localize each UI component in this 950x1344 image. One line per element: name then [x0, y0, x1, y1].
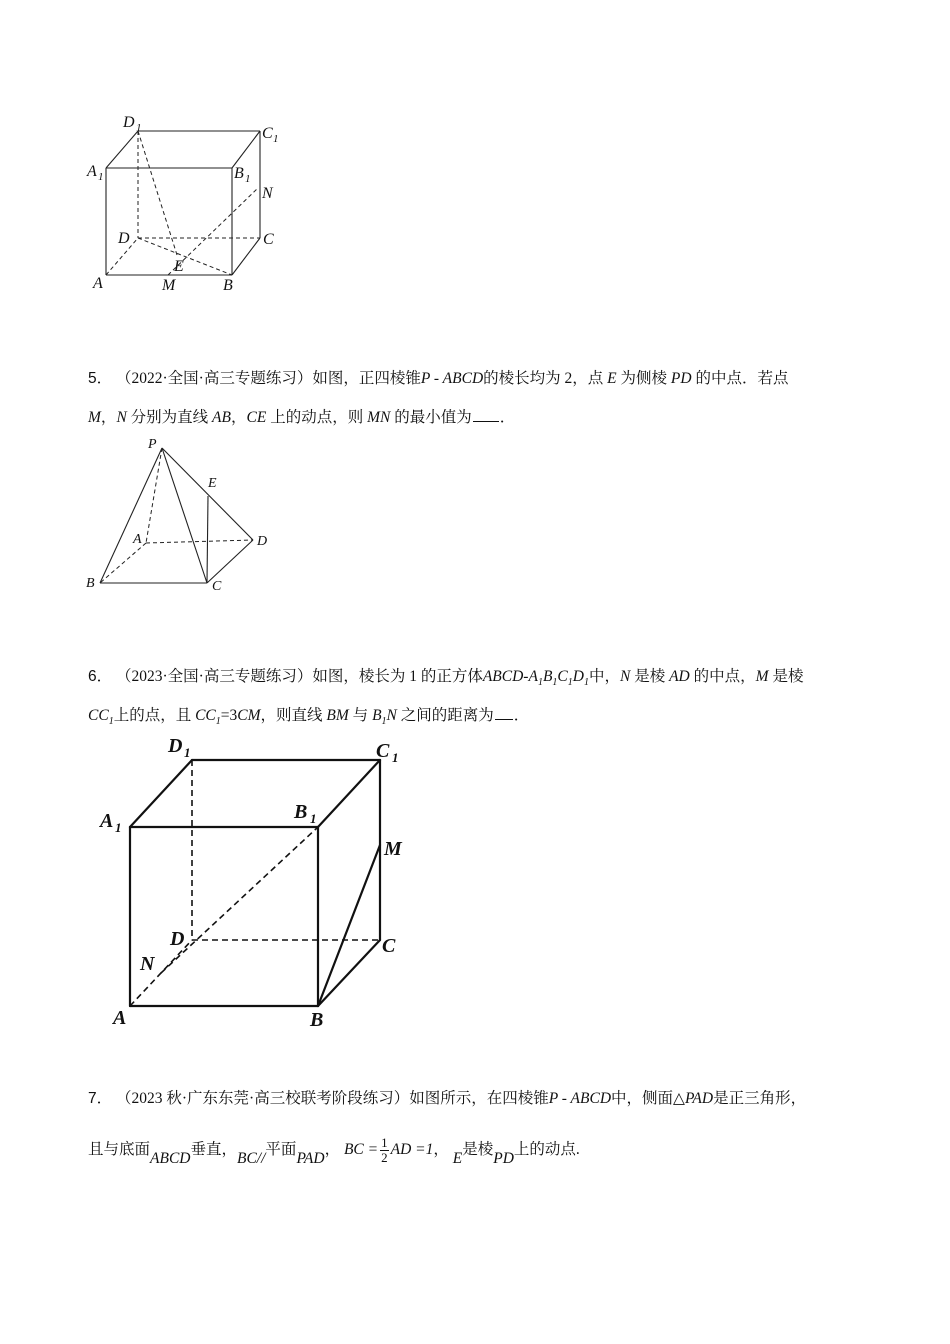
q5-source: （2022·全国·高三专题练习） — [116, 370, 313, 387]
q5-fig-label-e: E — [208, 476, 217, 491]
q6-fig-label-b: B — [310, 1009, 324, 1031]
q6-text-b: 中， — [588, 668, 620, 685]
q5-pyramid: P - ABCD — [420, 370, 484, 387]
q6-fig-label-b1-sub: 1 — [310, 811, 317, 826]
q5-number: 5． — [88, 370, 113, 387]
fig1-label-n: N — [262, 185, 273, 202]
q5-text-d: 的中点．若点 — [695, 370, 789, 387]
q7-comma: ， — [324, 1141, 341, 1159]
q7-text-a: 如图所示，在四棱锥 — [409, 1090, 549, 1107]
q6-cube-c: C — [557, 668, 568, 685]
q6-sub4: 1 — [583, 677, 589, 689]
q6-text-e: 是棱 — [772, 668, 804, 685]
q6-text-a: 如图，棱长为 1 的正方体 — [312, 668, 483, 685]
q5-text-g: 的最小值为 — [394, 409, 472, 426]
q5-fig-label-c: C — [212, 579, 222, 594]
q5-text-a: 如图，正四棱锥 — [312, 370, 421, 387]
q6-b1n-b: B — [372, 707, 382, 724]
q6-fig-label-a1: A — [100, 810, 114, 832]
q6-fig-label-m: M — [384, 838, 402, 860]
q6-m: M — [755, 668, 769, 685]
fig1-label-b1: B — [234, 165, 244, 182]
q7-triangle: △PAD — [673, 1090, 714, 1107]
q5-text-b: 的棱长均为 2，点 — [483, 370, 604, 387]
fig1-label-m: M — [162, 277, 176, 294]
q7-line2-d: 是棱 — [462, 1141, 494, 1159]
q6-sub5: 1 — [108, 716, 114, 728]
q6-fig-label-b1: B — [294, 801, 308, 823]
q6-sub2: 1 — [552, 677, 558, 689]
q6-text-i: 之间的距离为 — [400, 707, 494, 724]
q6-cc: CC — [88, 707, 109, 724]
q6-fig-label-n: N — [140, 953, 155, 975]
fig1-label-a1: A — [87, 163, 97, 180]
q7-pd: PD — [493, 1150, 514, 1168]
fig1-label-c: C — [263, 231, 274, 248]
q7-text-b: 中，侧面 — [611, 1090, 674, 1107]
q7-comma2: ， — [433, 1141, 449, 1159]
q6-text-d: 的中点， — [693, 668, 756, 685]
q7-abcd: ABCD — [150, 1150, 191, 1168]
q6-bm: BM — [326, 707, 349, 724]
q5-mn: MN — [367, 409, 391, 426]
q6-fig-label-a: A — [113, 1007, 127, 1029]
q5-end: ． — [499, 409, 516, 426]
q6-cm: CM — [237, 707, 261, 724]
q5-n: N — [116, 409, 127, 426]
q6-sub7: 1 — [381, 716, 387, 728]
q5-comma2: ， — [230, 409, 247, 426]
fig1-label-d1-sub: 1 — [136, 122, 142, 134]
q6-text-c: 是棱 — [634, 668, 666, 685]
q7-e: E — [452, 1150, 463, 1168]
q7-half-fraction — [380, 1136, 389, 1165]
fig1-label-c1-sub: 1 — [273, 133, 279, 145]
q7-pyramid: P - ABCD — [548, 1090, 612, 1107]
q6-eq: =3 — [220, 707, 238, 724]
q7-number: 7． — [88, 1090, 113, 1107]
q5-pd: PD — [670, 370, 692, 387]
q5-ce: CE — [246, 409, 267, 426]
q6-end: ． — [513, 707, 530, 724]
q6-fig-label-c1-sub: 1 — [392, 750, 399, 765]
q6-fig-label-d1-sub: 1 — [184, 745, 191, 760]
q7-source: （2023 秋·广东东莞·高三校联考阶段练习） — [116, 1090, 410, 1107]
q5-fig-label-p: P — [148, 437, 157, 452]
q6-cube-a: ABCD-A — [482, 668, 538, 685]
fig1-label-e: E — [174, 258, 184, 275]
fig1-label-a: A — [93, 275, 103, 292]
q5-e: E — [607, 370, 617, 387]
q6-sub3: 1 — [567, 677, 573, 689]
q5-text-f: 上的动点，则 — [270, 409, 364, 426]
q7-pad: PAD — [296, 1150, 325, 1168]
q7-line2-c: 平面 — [265, 1141, 297, 1159]
q5-text-e: 分别为直线 — [130, 409, 209, 426]
q6-sub1: 1 — [537, 677, 543, 689]
q6-sub6: 1 — [215, 716, 221, 728]
fig1-label-c1: C — [262, 125, 273, 142]
q6-fig-label-a1-sub: 1 — [115, 820, 122, 835]
fig1-label-d: D — [118, 230, 130, 247]
q5-fig-label-a: A — [133, 532, 142, 547]
q5-comma1: ， — [100, 409, 117, 426]
q7-line2-e: 上的动点. — [513, 1141, 580, 1159]
q7-ad-eq: AD =1 — [390, 1141, 434, 1159]
q6-cc2: CC — [195, 707, 216, 724]
fig1-label-b: B — [223, 277, 233, 294]
q5-ab: AB — [212, 409, 231, 426]
q6-fig-label-d1: D — [168, 735, 183, 757]
fig1-label-a1-sub: 1 — [98, 171, 104, 183]
q6-b1n-n: N — [386, 707, 397, 724]
q7-line2-a: 且与底面 — [88, 1141, 151, 1159]
q7-bc-eq: BC = — [343, 1141, 379, 1159]
q5-fig-label-b: B — [86, 576, 95, 591]
q5-text-c: 为侧棱 — [620, 370, 668, 387]
q6-text-h: 与 — [352, 707, 369, 724]
q7-line2-b: 垂直， — [190, 1141, 237, 1159]
q6-source: （2023·全国·高三专题练习） — [116, 668, 313, 685]
q7-half-num: 1 — [381, 1135, 388, 1150]
q7-half-den: 2 — [381, 1150, 388, 1165]
q6-n: N — [619, 668, 631, 685]
q7-bc-parallel: BC// — [237, 1150, 266, 1168]
q6-text-f: 上的点，且 — [113, 707, 192, 724]
q6-text-g: ，则直线 — [260, 707, 323, 724]
q6-fig-label-c: C — [382, 935, 396, 957]
q7-line1 — [88, 1086, 806, 1108]
q5-m: M — [88, 409, 101, 426]
q7-text-c: 是正三角形， — [713, 1090, 807, 1107]
fig1-label-b1-sub: 1 — [245, 173, 251, 185]
q6-number: 6． — [88, 668, 113, 685]
q7-line2 — [88, 1136, 580, 1182]
fig1-label-d1: D — [123, 114, 135, 131]
q6-fig-label-d: D — [170, 928, 185, 950]
q6-fig-label-c1: C — [376, 740, 390, 762]
q5-fig-label-d: D — [257, 534, 268, 549]
q6-ad: AD — [669, 668, 690, 685]
q6-cube-b: B — [542, 668, 553, 685]
q6-cube-d: D — [572, 668, 584, 685]
